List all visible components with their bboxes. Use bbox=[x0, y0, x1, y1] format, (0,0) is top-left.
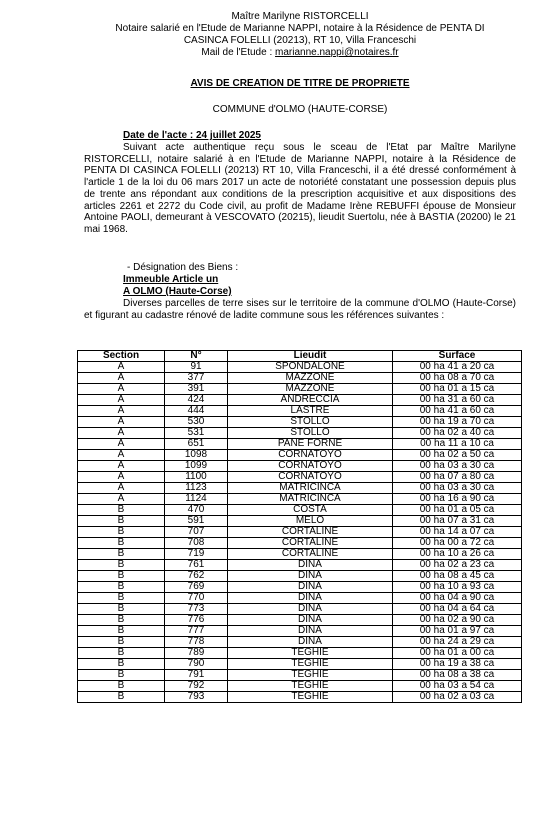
mail-link[interactable]: marianne.nappi@notaires.fr bbox=[275, 47, 399, 58]
table-row bbox=[78, 450, 522, 461]
number-cell: 91 bbox=[165, 362, 228, 373]
number-cell: 708 bbox=[165, 538, 228, 549]
lieudit-cell: COSTA bbox=[228, 505, 393, 516]
table-row bbox=[78, 593, 522, 604]
number-cell: 792 bbox=[165, 681, 228, 692]
table-row bbox=[78, 373, 522, 384]
surface-cell: 00 ha 07 a 80 ca bbox=[393, 472, 522, 483]
surface-cell: 00 ha 31 a 60 ca bbox=[393, 395, 522, 406]
notary-mail-line bbox=[70, 47, 530, 59]
section-cell: B bbox=[78, 549, 165, 560]
number-cell: 530 bbox=[165, 417, 228, 428]
main-paragraph: Suivant acte authentique reçu sous le sceau de l'Etat par Maître Marilyne RISTORCELLI, notaire salarié à en l'Etude de Marianne NAPPI, notaire à la Résidence de PENTA DI CASINCA FOLELLI (20213) RT 10, Villa Franceschi, il a été dressé conformément à l'article 1 de la loi du 06 mars 2017 un acte de notoriété constatant une possession depuis plus de trente ans répondant aux conditions de la prescription acquisitive et aux dispositions des articles 2261 et 2272 du Code civil, au profit de Madame Irène REBUFFI épouse de Monsieur Antoine PAOLI, demeurant à VESCOVATO (20215), lieudit Suertolu, née à BASTIA (20200) le 21 mai 1968. bbox=[84, 142, 516, 235]
parcels-table bbox=[77, 350, 522, 703]
section-cell: A bbox=[78, 384, 165, 395]
section-cell: B bbox=[78, 648, 165, 659]
section-cell: B bbox=[78, 571, 165, 582]
table-row bbox=[78, 615, 522, 626]
table-row bbox=[78, 549, 522, 560]
section-cell: A bbox=[78, 461, 165, 472]
surface-cell: 00 ha 01 a 97 ca bbox=[393, 626, 522, 637]
surface-cell: 00 ha 41 a 20 ca bbox=[393, 362, 522, 373]
section-cell: A bbox=[78, 439, 165, 450]
number-cell: 1100 bbox=[165, 472, 228, 483]
number-cell: 769 bbox=[165, 582, 228, 593]
table-row bbox=[78, 417, 522, 428]
section-cell: A bbox=[78, 483, 165, 494]
number-cell: 773 bbox=[165, 604, 228, 615]
surface-cell: 00 ha 03 a 54 ca bbox=[393, 681, 522, 692]
lieudit-cell: MAZZONE bbox=[228, 373, 393, 384]
lieudit-cell: DINA bbox=[228, 571, 393, 582]
table-row bbox=[78, 384, 522, 395]
lieudit-cell: CORNATOYO bbox=[228, 461, 393, 472]
lieudit-cell: STOLLO bbox=[228, 428, 393, 439]
lieudit-cell: DINA bbox=[228, 615, 393, 626]
mail-label: Mail de l'Etude : bbox=[201, 47, 276, 58]
lieudit-cell: STOLLO bbox=[228, 417, 393, 428]
table-row bbox=[78, 406, 522, 417]
document-title: AVIS DE CREATION DE TITRE DE PROPRIETE bbox=[190, 78, 410, 89]
surface-cell: 00 ha 08 a 38 ca bbox=[393, 670, 522, 681]
number-cell: 719 bbox=[165, 549, 228, 560]
section-cell: B bbox=[78, 681, 165, 692]
table-row bbox=[78, 461, 522, 472]
column-header-section: Section bbox=[78, 351, 165, 362]
surface-cell: 00 ha 03 a 30 ca bbox=[393, 483, 522, 494]
surface-cell: 00 ha 01 a 15 ca bbox=[393, 384, 522, 395]
lieudit-cell: PANE FORNE bbox=[228, 439, 393, 450]
notary-name: Maître Marilyne RISTORCELLI bbox=[231, 11, 369, 22]
column-header-lieudit: Lieudit bbox=[228, 351, 393, 362]
table-row bbox=[78, 670, 522, 681]
lieudit-cell: TEGHIE bbox=[228, 659, 393, 670]
table-row bbox=[78, 472, 522, 483]
number-cell: 444 bbox=[165, 406, 228, 417]
surface-cell: 00 ha 41 a 60 ca bbox=[393, 406, 522, 417]
number-cell: 762 bbox=[165, 571, 228, 582]
lieudit-cell: DINA bbox=[228, 637, 393, 648]
lieudit-cell: TEGHIE bbox=[228, 692, 393, 703]
designation-heading: - Désignation des Biens : bbox=[127, 262, 239, 273]
table-row bbox=[78, 439, 522, 450]
number-cell: 391 bbox=[165, 384, 228, 395]
surface-cell: 00 ha 10 a 93 ca bbox=[393, 582, 522, 593]
section-cell: B bbox=[78, 670, 165, 681]
lieudit-cell: MELO bbox=[228, 516, 393, 527]
table-row bbox=[78, 648, 522, 659]
table-row bbox=[78, 362, 522, 373]
lieudit-cell: ANDRECCIA bbox=[228, 395, 393, 406]
notary-office-line: Notaire salarié en l'Etude de Marianne NAPPI, notaire à la Résidence de PENTA DI bbox=[115, 23, 485, 34]
section-cell: A bbox=[78, 450, 165, 461]
table-row bbox=[78, 516, 522, 527]
lieudit-cell: TEGHIE bbox=[228, 681, 393, 692]
section-cell: A bbox=[78, 494, 165, 505]
number-cell: 778 bbox=[165, 637, 228, 648]
surface-cell: 00 ha 19 a 70 ca bbox=[393, 417, 522, 428]
table-row bbox=[78, 395, 522, 406]
table-row bbox=[78, 428, 522, 439]
surface-cell: 00 ha 01 a 05 ca bbox=[393, 505, 522, 516]
location-heading: A OLMO (Haute-Corse) bbox=[123, 286, 232, 297]
section-cell: B bbox=[78, 538, 165, 549]
number-cell: 770 bbox=[165, 593, 228, 604]
section-cell: B bbox=[78, 593, 165, 604]
lieudit-cell: SPONDALONE bbox=[228, 362, 393, 373]
number-cell: 531 bbox=[165, 428, 228, 439]
number-cell: 761 bbox=[165, 560, 228, 571]
surface-cell: 00 ha 02 a 90 ca bbox=[393, 615, 522, 626]
section-cell: A bbox=[78, 417, 165, 428]
notary-address: CASINCA FOLELLI (20213), RT 10, Villa Franceschi bbox=[183, 35, 417, 46]
lieudit-cell: DINA bbox=[228, 593, 393, 604]
surface-cell: 00 ha 07 a 31 ca bbox=[393, 516, 522, 527]
section-cell: B bbox=[78, 505, 165, 516]
table-row bbox=[78, 659, 522, 670]
lieudit-cell: LASTRE bbox=[228, 406, 393, 417]
surface-cell: 00 ha 10 a 26 ca bbox=[393, 549, 522, 560]
surface-cell: 00 ha 04 a 90 ca bbox=[393, 593, 522, 604]
table-row bbox=[78, 538, 522, 549]
surface-cell: 00 ha 01 a 00 ca bbox=[393, 648, 522, 659]
section-cell: A bbox=[78, 395, 165, 406]
section-cell: B bbox=[78, 692, 165, 703]
lieudit-cell: DINA bbox=[228, 626, 393, 637]
parcels-paragraph: Diverses parcelles de terre sises sur le territoire de la commune d'OLMO (Haute-Corse) et figurant au cadastre rénové de ladite commune sous les références suivantes : bbox=[84, 298, 516, 321]
surface-cell: 00 ha 16 a 90 ca bbox=[393, 494, 522, 505]
number-cell: 651 bbox=[165, 439, 228, 450]
number-cell: 1098 bbox=[165, 450, 228, 461]
immeuble-heading: Immeuble Article un bbox=[123, 274, 219, 285]
lieudit-cell: CORTALINE bbox=[228, 527, 393, 538]
number-cell: 1099 bbox=[165, 461, 228, 472]
section-cell: A bbox=[78, 472, 165, 483]
lieudit-cell: TEGHIE bbox=[228, 670, 393, 681]
commune-heading: COMMUNE d'OLMO (HAUTE-CORSE) bbox=[212, 104, 388, 115]
surface-cell: 00 ha 19 a 38 ca bbox=[393, 659, 522, 670]
number-cell: 1124 bbox=[165, 494, 228, 505]
surface-cell: 00 ha 24 a 29 ca bbox=[393, 637, 522, 648]
section-cell: B bbox=[78, 582, 165, 593]
section-cell: A bbox=[78, 406, 165, 417]
table-row bbox=[78, 681, 522, 692]
table-row bbox=[78, 527, 522, 538]
number-cell: 793 bbox=[165, 692, 228, 703]
surface-cell: 00 ha 02 a 23 ca bbox=[393, 560, 522, 571]
surface-cell: 00 ha 08 a 45 ca bbox=[393, 571, 522, 582]
table-row bbox=[78, 626, 522, 637]
number-cell: 377 bbox=[165, 373, 228, 384]
surface-cell: 00 ha 11 a 10 ca bbox=[393, 439, 522, 450]
parcels-table-body bbox=[78, 362, 522, 703]
number-cell: 789 bbox=[165, 648, 228, 659]
table-row bbox=[78, 494, 522, 505]
table-header-row bbox=[78, 351, 522, 362]
number-cell: 791 bbox=[165, 670, 228, 681]
section-cell: B bbox=[78, 527, 165, 538]
number-cell: 776 bbox=[165, 615, 228, 626]
surface-cell: 00 ha 03 a 30 ca bbox=[393, 461, 522, 472]
table-row bbox=[78, 582, 522, 593]
section-cell: B bbox=[78, 659, 165, 670]
section-cell: B bbox=[78, 615, 165, 626]
surface-cell: 00 ha 00 a 72 ca bbox=[393, 538, 522, 549]
section-cell: B bbox=[78, 637, 165, 648]
surface-cell: 00 ha 08 a 70 ca bbox=[393, 373, 522, 384]
lieudit-cell: CORNATOYO bbox=[228, 472, 393, 483]
section-cell: B bbox=[78, 516, 165, 527]
number-cell: 591 bbox=[165, 516, 228, 527]
table-row bbox=[78, 483, 522, 494]
surface-cell: 00 ha 04 a 64 ca bbox=[393, 604, 522, 615]
lieudit-cell: CORTALINE bbox=[228, 538, 393, 549]
column-header-number: N° bbox=[165, 351, 228, 362]
table-row bbox=[78, 637, 522, 648]
lieudit-cell: CORTALINE bbox=[228, 549, 393, 560]
section-cell: A bbox=[78, 362, 165, 373]
table-row bbox=[78, 505, 522, 516]
lieudit-cell: DINA bbox=[228, 604, 393, 615]
section-cell: B bbox=[78, 626, 165, 637]
lieudit-cell: MATRICINCA bbox=[228, 494, 393, 505]
surface-cell: 00 ha 02 a 50 ca bbox=[393, 450, 522, 461]
section-cell: B bbox=[78, 560, 165, 571]
section-cell: B bbox=[78, 604, 165, 615]
surface-cell: 00 ha 14 a 07 ca bbox=[393, 527, 522, 538]
lieudit-cell: MATRICINCA bbox=[228, 483, 393, 494]
surface-cell: 00 ha 02 a 03 ca bbox=[393, 692, 522, 703]
lieudit-cell: CORNATOYO bbox=[228, 450, 393, 461]
number-cell: 1123 bbox=[165, 483, 228, 494]
table-row bbox=[78, 692, 522, 703]
table-row bbox=[78, 571, 522, 582]
section-cell: A bbox=[78, 428, 165, 439]
number-cell: 424 bbox=[165, 395, 228, 406]
act-date: Date de l'acte : 24 juillet 2025 bbox=[123, 130, 261, 141]
notary-header bbox=[70, 11, 530, 59]
surface-cell: 00 ha 02 a 40 ca bbox=[393, 428, 522, 439]
table-row bbox=[78, 560, 522, 571]
lieudit-cell: DINA bbox=[228, 560, 393, 571]
lieudit-cell: MAZZONE bbox=[228, 384, 393, 395]
number-cell: 707 bbox=[165, 527, 228, 538]
number-cell: 790 bbox=[165, 659, 228, 670]
number-cell: 777 bbox=[165, 626, 228, 637]
section-cell: A bbox=[78, 373, 165, 384]
lieudit-cell: DINA bbox=[228, 582, 393, 593]
column-header-surface: Surface bbox=[393, 351, 522, 362]
lieudit-cell: TEGHIE bbox=[228, 648, 393, 659]
number-cell: 470 bbox=[165, 505, 228, 516]
table-row bbox=[78, 604, 522, 615]
